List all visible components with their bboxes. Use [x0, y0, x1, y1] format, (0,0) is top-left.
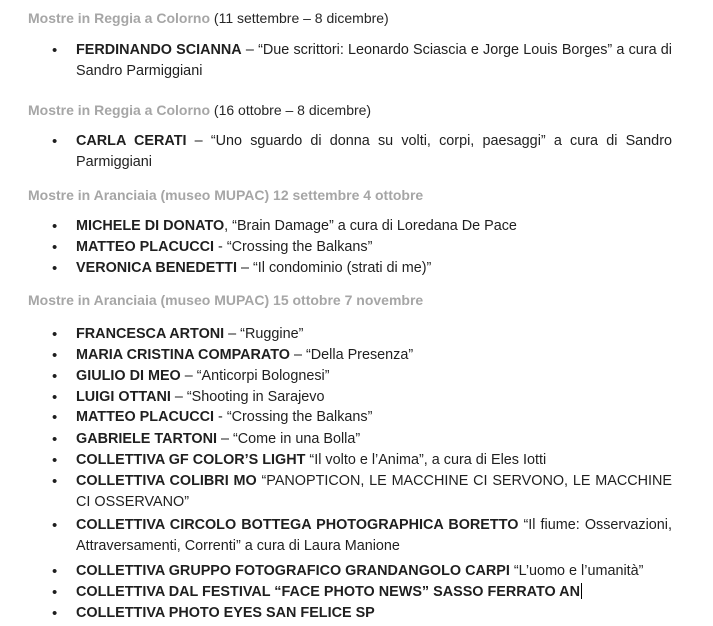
bullet-icon: • [52, 389, 58, 406]
item-name: COLLETTIVA COLIBRI MO [76, 473, 257, 489]
section-heading [28, 101, 371, 119]
section-title: Mostre in Aranciaia (museo MUPAC) 15 ottobre 7 novembre [28, 292, 424, 308]
item-name: COLLETTIVA GRUPPO FOTOGRAFICO GRANDANGOLO CARPI [76, 563, 510, 579]
item-name: GABRIELE TARTONI [76, 431, 217, 447]
bullet-icon: • [52, 260, 58, 277]
item-description: “PANOPTICON, LE MACCHINE CI SERVONO, LE MACCHINE CI OSSERVANO” [76, 473, 672, 510]
section-heading [28, 291, 423, 309]
item-description: “Il volto e l’Anima”, a cura di Eles Iotti [305, 452, 547, 468]
bullet-icon: • [52, 409, 58, 426]
item-description: – “Il condominio (strati di me)” [236, 260, 432, 276]
item-description: - “Crossing the Balkans” [214, 239, 373, 255]
item-description: “L’uomo e l’umanità” [509, 563, 644, 579]
item-description: – “Della Presenza” [289, 347, 414, 363]
section-dates: (16 ottobre – 8 dicembre) [210, 102, 372, 118]
section-heading [28, 186, 423, 204]
item-name: LUIGI OTTANI [76, 389, 171, 405]
item-name: COLLETTIVA PHOTO EYES SAN FELICE SP [76, 605, 375, 621]
text-cursor[interactable] [581, 583, 582, 599]
bullet-icon: • [52, 473, 58, 490]
bullet-icon: • [52, 133, 58, 150]
bullet-icon: • [52, 326, 58, 343]
item-name: FERDINANDO SCIANNA [76, 42, 242, 58]
item-description: , “Brain Damage” a cura di Loredana De Pace [224, 218, 517, 234]
bullet-icon: • [52, 218, 58, 235]
item-description: – “Due scrittori: Leonardo Sciascia e Jorge Louis Borges” a cura di Sandro Parmiggiani [76, 42, 673, 79]
bullet-icon: • [52, 239, 58, 256]
item-name: MARIA CRISTINA COMPARATO [76, 347, 290, 363]
bullet-icon: • [52, 347, 58, 364]
section-heading [28, 9, 389, 27]
bullet-icon: • [52, 584, 58, 601]
item-name: COLLETTIVA CIRCOLO BOTTEGA PHOTOGRAPHICA BORETTO [76, 517, 519, 533]
item-name: GIULIO DI MEO [76, 368, 181, 384]
item-description: – “Shooting in Sarajevo [170, 389, 325, 405]
bullet-icon: • [52, 452, 58, 469]
bullet-icon: • [52, 563, 58, 580]
item-name: COLLETTIVA DAL FESTIVAL “FACE PHOTO NEWS” SASSO FERRATO AN [76, 584, 580, 600]
item-description: - “Crossing the Balkans” [214, 409, 373, 425]
item-name: MATTEO PLACUCCI [76, 409, 215, 425]
section-dates: (11 settembre – 8 dicembre) [210, 10, 389, 26]
section-title: Mostre in Reggia a Colorno [28, 10, 211, 26]
item-name: MATTEO PLACUCCI [76, 239, 215, 255]
item-description: – “Come in una Bolla” [216, 431, 361, 447]
item-description: – “Anticorpi Bolognesi” [180, 368, 330, 384]
item-name: COLLETTIVA GF COLOR’S LIGHT [76, 452, 306, 468]
bullet-icon: • [52, 431, 58, 448]
item-name: MICHELE DI DONATO [76, 218, 225, 234]
section-title: Mostre in Reggia a Colorno [28, 102, 211, 118]
item-description: “Il fiume: Osservazioni, Attraversamenti, Correnti” a cura di Laura Manione [76, 517, 672, 554]
bullet-icon: • [52, 517, 58, 534]
bullet-icon: • [52, 368, 58, 385]
bullet-icon: • [52, 42, 58, 59]
item-name: CARLA CERATI [76, 133, 187, 149]
item-name: FRANCESCA ARTONI [76, 326, 225, 342]
item-name: VERONICA BENEDETTI [76, 260, 237, 276]
bullet-icon: • [52, 605, 58, 622]
item-description: – “Ruggine” [224, 326, 304, 342]
section-title: Mostre in Aranciaia (museo MUPAC) 12 settembre 4 ottobre [28, 187, 424, 203]
item-description: – “Uno sguardo di donna su volti, corpi, paesaggi” a cura di Sandro Parmiggiani [76, 133, 672, 170]
